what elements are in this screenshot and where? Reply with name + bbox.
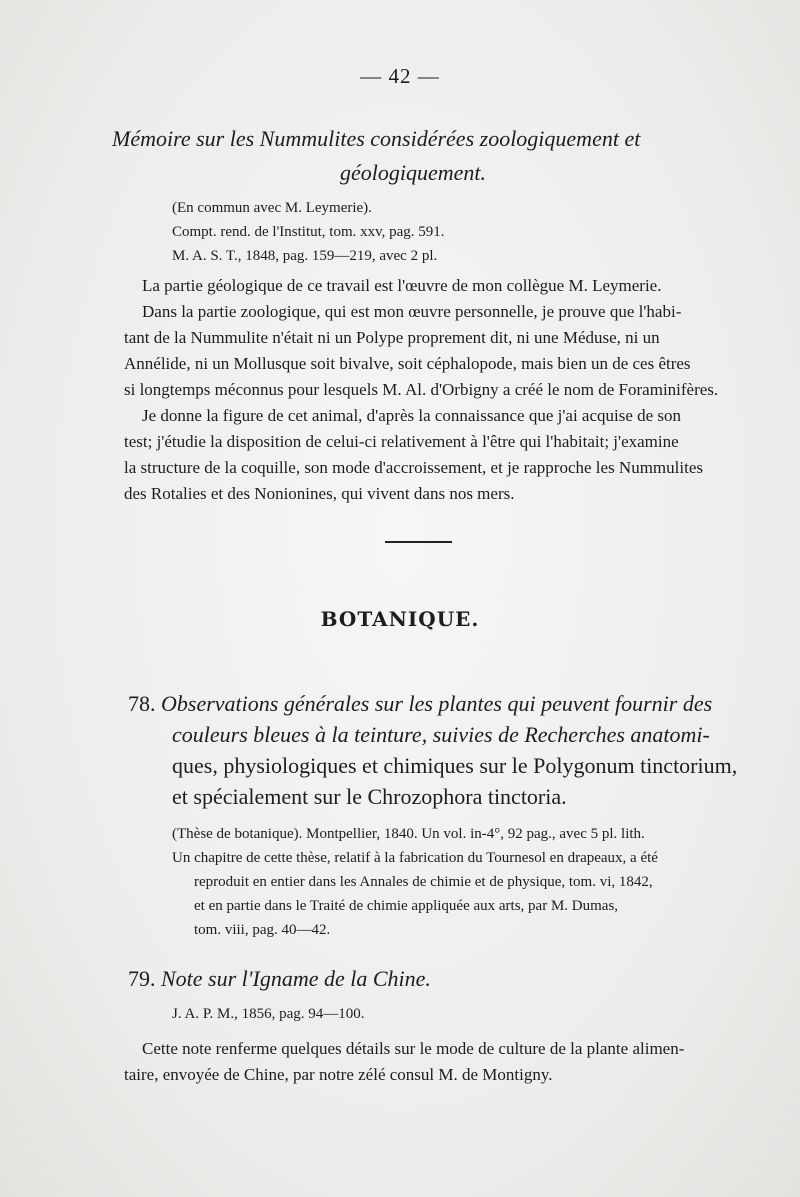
entry-79-para-line: Cette note renferme quelques détails sur le mode de culture de la plante alimen-	[142, 1039, 685, 1058]
entry-78-number: 78.	[128, 691, 156, 716]
entry-79-ref: J. A. P. M., 1856, pag. 94—100.	[172, 1006, 365, 1022]
entry-78-ref: (Thèse de botanique). Montpellier, 1840. Un vol. in-4°, 92 pag., avec 5 pl. lith.	[172, 826, 645, 842]
entry-77-para-line: Annélide, ni un Mollusque soit bivalve, soit céphalopode, mais bien un de ces êtres	[124, 354, 691, 373]
entry-77-para-line: si longtemps méconnus pour lesquels M. Al. d'Orbigny a créé le nom de Foraminifères.	[124, 380, 719, 399]
entry-77-ref-2: Compt. rend. de l'Institut, tom. xxv, pag. 591.	[172, 224, 445, 240]
entry-78-ref: tom. viii, pag. 40—42.	[194, 922, 331, 938]
entry-78-ref: Un chapitre de cette thèse, relatif à la fabrication du Tournesol en drapeaux, a été	[172, 850, 658, 866]
entry-77-para-line: test; j'étudie la disposition de celui-ci relativement à l'être qui l'habitait; j'examine	[124, 432, 679, 451]
entry-78-ref: reproduit en entier dans les Annales de chimie et de physique, tom. vi, 1842,	[194, 874, 653, 890]
entry-77-title-line1	[112, 124, 752, 154]
entry-77-ref-1: (En commun avec M. Leymerie).	[172, 200, 372, 216]
entry-79-title	[128, 964, 431, 994]
entry-79-title-text: Note sur l'Igname de la Chine.	[161, 966, 431, 991]
section-heading: BOTANIQUE.	[320, 607, 480, 631]
entry-78-title-line: et spécialement sur le Chrozophora tinctoria.	[172, 784, 567, 809]
section-divider	[385, 541, 452, 543]
entry-78-ref: et en partie dans le Traité de chimie appliquée aux arts, par M. Dumas,	[194, 898, 619, 914]
entry-79-number: 79.	[128, 966, 156, 991]
entry-78-title-line: couleurs bleues à la teinture, suivies de Recherches anatomi-	[172, 722, 710, 747]
entry-78-title-line: ques, physiologiques et chimiques sur le Polygonum tinctorium,	[172, 753, 738, 778]
entry-77-para-line: Dans la partie zoologique, qui est mon œuvre personnelle, je prouve que l'habi-	[142, 302, 682, 321]
entry-78-title	[128, 689, 758, 719]
entry-79-para-line: taire, envoyée de Chine, par notre zélé consul M. de Montigny.	[124, 1065, 553, 1084]
entry-77-para-line: Je donne la figure de cet animal, d'après la connaissance que j'ai acquise de son	[142, 406, 682, 425]
entry-77-para-line: la structure de la coquille, son mode d'accroissement, et je rapproche les Nummulites	[124, 458, 703, 477]
entry-77-ref-3: M. A. S. T., 1848, pag. 159—219, avec 2 pl.	[172, 248, 438, 264]
entry-78-title-line: Observations générales sur les plantes qui peuvent fournir des	[161, 691, 713, 716]
page-number: — 42 —	[360, 64, 440, 88]
entry-77-title-text: Mémoire sur les Nummulites considérées zoologiquement et	[112, 126, 641, 151]
entry-77-para-line: des Rotalies et des Nonionines, qui vivent dans nos mers.	[124, 484, 515, 503]
entry-77-para-line: La partie géologique de ce travail est l'œuvre de mon collègue M. Leymerie.	[142, 276, 662, 295]
entry-77-para-line: tant de la Nummulite n'était ni un Polype proprement dit, ni une Méduse, ni un	[124, 328, 660, 347]
entry-77-title-line2: géologiquement.	[340, 160, 487, 185]
